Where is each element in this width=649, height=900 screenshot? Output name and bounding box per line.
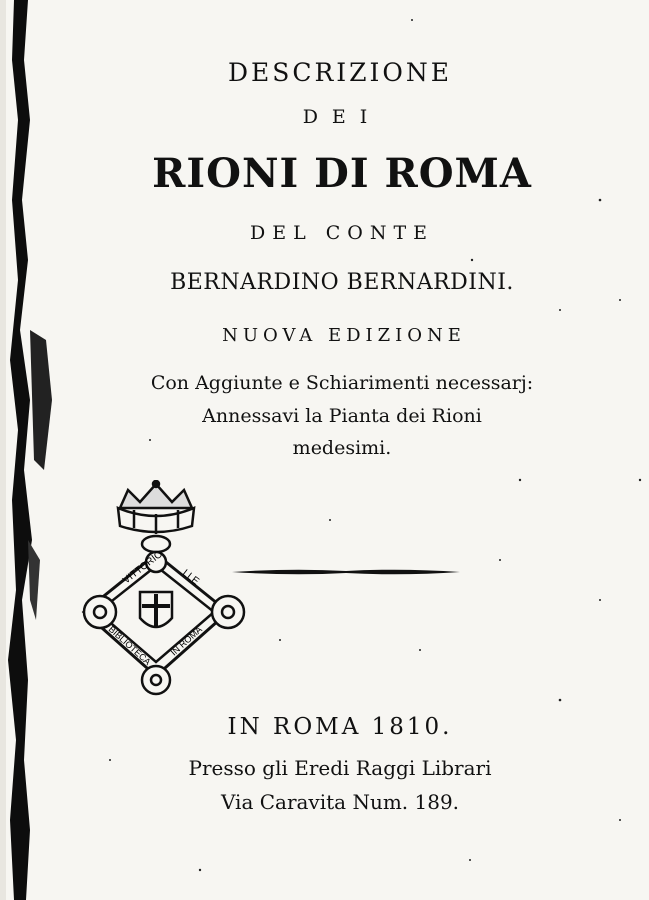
imprint-address: Via Caravita Num. 189. xyxy=(220,790,460,814)
ornamental-rule xyxy=(232,565,460,579)
library-stamp-icon xyxy=(78,480,250,702)
edition-label: NUOVA EDIZIONE xyxy=(222,325,466,346)
author-name: BERNARDINO BERNARDINI. xyxy=(170,270,514,295)
description-line-2: Annessavi la Pianta dei Rioni xyxy=(202,405,482,427)
description-line-3: medesimi. xyxy=(292,437,392,459)
description-line-1: Con Aggiunte e Schiarimenti necessarj: xyxy=(150,372,534,394)
imprint-publisher: Presso gli Eredi Raggi Librari xyxy=(188,756,492,780)
stamp-text-right: LLE xyxy=(180,567,201,588)
stamp-text-top: VITTORIO xyxy=(121,548,165,587)
stamp-text-bottom: BIBLIOTECA xyxy=(106,624,153,667)
title-line-rioni-di-roma: RIONI DI ROMA xyxy=(152,150,532,197)
imprint-place: IN ROMA 1810. xyxy=(227,714,453,740)
author-prefix: DEL CONTE xyxy=(249,222,435,244)
title-line-dei: DEI xyxy=(302,106,382,128)
stamp-text-bottom-right: IN ROMA xyxy=(168,624,204,658)
title-line-descrizione: DESCRIZIONE xyxy=(227,58,453,87)
